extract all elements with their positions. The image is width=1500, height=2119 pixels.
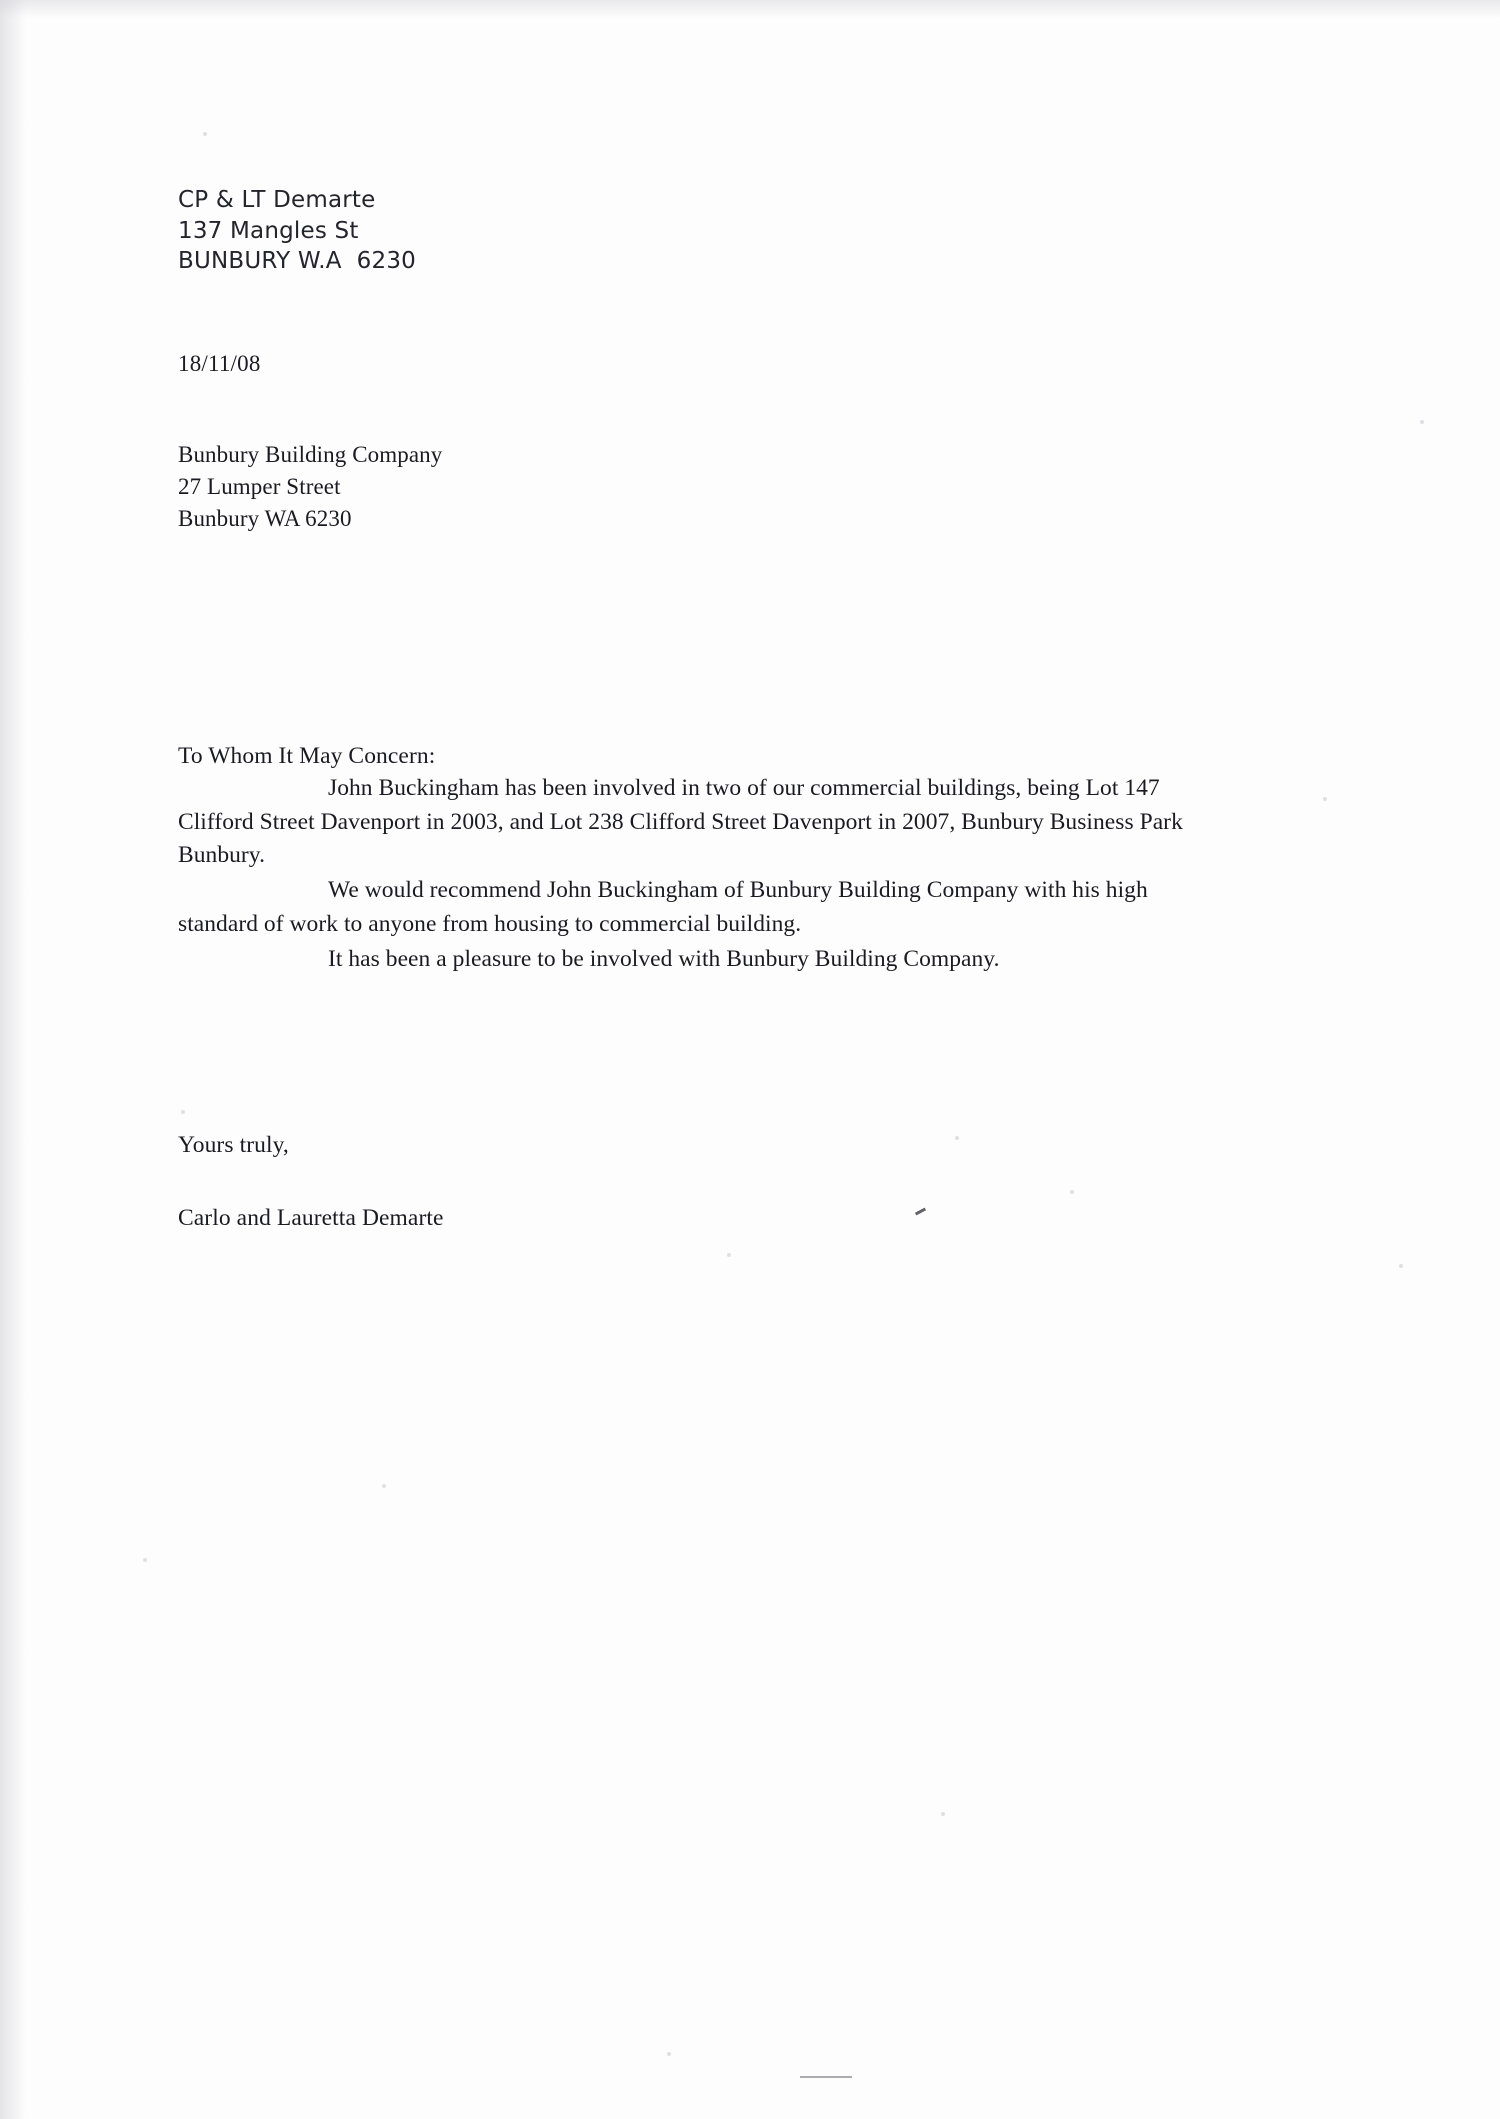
scan-speck bbox=[941, 1812, 945, 1816]
recipient-line-1: Bunbury Building Company bbox=[178, 441, 443, 467]
scan-edge-shadow-left bbox=[0, 0, 26, 2119]
body-paragraph-1: John Buckingham has been involved in two of our commercial buildings, being Lot 147 Clifford Street Davenport in 2003, and Lot 238 Clifford Street Davenport in 2007, Bunbury Business Park Bunbury. bbox=[178, 775, 1183, 869]
recipient-line-2: 27 Lumper Street bbox=[178, 473, 341, 499]
body-paragraph-3: It has been a pleasure to be involved with Bunbury Building Company. bbox=[328, 946, 1000, 973]
scan-edge-shadow-top bbox=[0, 0, 1500, 18]
sender-line-1: CP & LT Demarte bbox=[178, 187, 376, 213]
scan-speck bbox=[143, 1558, 147, 1562]
closing-line: Yours truly, bbox=[178, 1132, 289, 1159]
scan-speck bbox=[1399, 1264, 1403, 1268]
signature-name: Carlo and Lauretta Demarte bbox=[178, 1205, 444, 1232]
recipient-address-block bbox=[178, 439, 1208, 536]
footer-scan-mark bbox=[800, 2076, 852, 2078]
scan-speck bbox=[1420, 420, 1424, 424]
scan-speck bbox=[203, 132, 207, 136]
sender-line-2: 137 Mangles St bbox=[178, 217, 359, 244]
recipient-line-3: Bunbury WA 6230 bbox=[178, 506, 352, 532]
salutation: To Whom It May Concern: bbox=[178, 743, 436, 770]
body-paragraph-2: We would recommend John Buckingham of Bunbury Building Company with his high standard of work to anyone from housing to commercial building. bbox=[178, 877, 1148, 937]
letter-body bbox=[178, 185, 1208, 1232]
letter-date: 18/11/08 bbox=[178, 350, 261, 376]
scan-speck bbox=[667, 2052, 671, 2056]
scan-speck bbox=[727, 1253, 731, 1257]
scan-speck bbox=[382, 1484, 386, 1488]
sender-line-3: BUNBURY W.A 6230 bbox=[178, 248, 417, 275]
scan-speck bbox=[1323, 797, 1327, 801]
sender-address-block bbox=[178, 185, 1208, 277]
